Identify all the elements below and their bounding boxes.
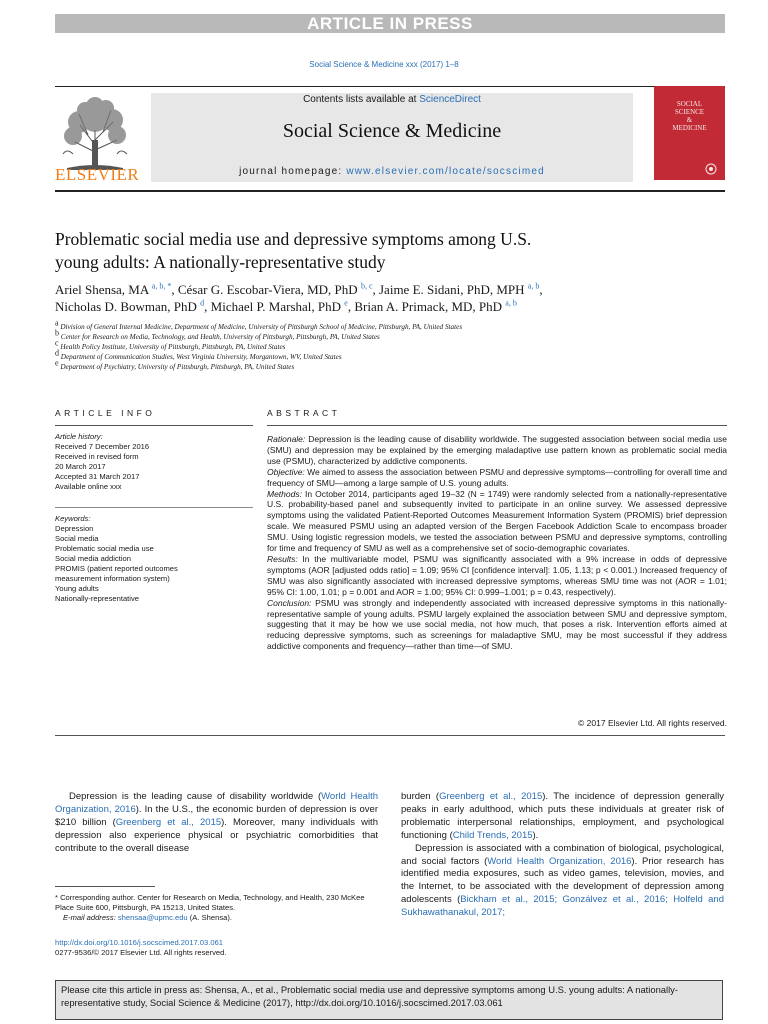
reference-link[interactable]: World Health Organization, 2016	[55, 791, 378, 815]
body-right-column	[401, 791, 724, 920]
author-name: Ariel Shensa, MA	[55, 282, 152, 297]
abstract-heading: ABSTRACT	[267, 408, 341, 418]
body-left-column	[55, 791, 378, 856]
cite-this-article-box: Please cite this article in press as: Shensa, A., et al., Problematic social media use and depressive symptoms among U.S. young adults: A nationally-representative study, Social Science & Medicine (2017), http://dx.doi.org/10.1016/j.socscimed.2017.03.061	[55, 980, 723, 1020]
keyword-item: Social media	[55, 534, 99, 543]
reference-link[interactable]: Bickham et al., 2015; Gonzálvez et al., 2016; Holfeld and Sukhawathanakul, 2017;	[401, 894, 724, 919]
header-bottom-rule	[55, 190, 725, 192]
affiliation-item: $^b$ Center for Research on Media, Technology, and Health, University of Pittsburgh, Pittsburgh, PA, United States	[55, 328, 380, 341]
keyword-item: Nationally-representative	[55, 594, 139, 603]
cover-seal-icon	[705, 163, 717, 175]
keyword-item: Social media addiction	[55, 554, 131, 563]
body-paragraph: Depression is associated with a combination of biological, psychological, and social factors (World Health Organization, 2016). Prior research has identified media exposures, such as video games, television, movies, and the Internet, to be associated with the development of depression among adolescents (Bickham et al., 2015; Gonzálvez et al., 2016; Holfeld and Sukhawathanakul, 2017;	[401, 842, 724, 919]
issn-line: 0277-9536/© 2017 Elsevier Ltd. All rights reserved.	[55, 948, 227, 957]
affiliation-list	[55, 318, 715, 372]
author-affiliation-marker[interactable]: a, b	[527, 281, 540, 291]
journal-citation-line[interactable]: Social Science & Medicine xxx (2017) 1–8	[309, 60, 459, 69]
keyword-item: Depression	[55, 524, 94, 533]
abstract-copyright: © 2017 Elsevier Ltd. All rights reserved.	[578, 718, 727, 728]
reference-link[interactable]: Greenberg et al., 2015	[439, 791, 543, 802]
author-name: Nicholas D. Bowman, PhD	[55, 299, 201, 314]
journal-title: Social Science & Medicine	[282, 120, 502, 142]
body-paragraph: Depression is the leading cause of disability worldwide (World Health Organization, 2016). In the U.S., the economic burden of depression is over $210 billion (Greenberg et al., 2015). Moreover, many individuals with depression also experience physical or psychiatric comorbidities that contribute to the overall disease	[55, 791, 378, 854]
abstract-conclusion: Conclusion: PSMU was strongly and independently associated with increased depressive symptoms in this nationally-representative sample of young adults. PSMU largely explained the association between SMU and depressive symptom, suggesting that it may be how we use social media, not how much, that poses a risk. Intervention efforts aimed at reducing depressive symptoms, such as screenings for maladaptive SMU, may be most successful if they address addictive components and frequency—rather than time—of SMU.	[267, 597, 727, 652]
affiliation-item: $^e$ Department of Psychiatry, University of Pittsburgh, Pittsburgh, PA, United States	[55, 358, 295, 371]
sciencedirect-link[interactable]: ScienceDirect	[419, 94, 481, 105]
abstract-bottom-rule	[55, 735, 725, 736]
author-name: Jaime E. Sidani, PhD, MPH	[379, 282, 528, 297]
reference-link[interactable]: Greenberg et al., 2015	[115, 816, 222, 828]
author-affiliation-marker[interactable]: a, b, *	[151, 281, 172, 291]
doi-link[interactable]: http://dx.doi.org/10.1016/j.socscimed.2017.03.061	[55, 938, 224, 947]
journal-homepage-line: journal homepage: www.elsevier.com/locate/socscimed	[239, 166, 545, 177]
author-affiliation-marker[interactable]: d	[200, 298, 205, 308]
abstract-text	[267, 434, 727, 652]
keyword-item: PROMIS (patient reported outcomes	[55, 564, 178, 573]
keywords-rule	[55, 507, 253, 508]
article-info-rule	[55, 425, 253, 426]
affiliation-item: $^d$ Department of Communication Studies, West Virginia University, Morgantown, WV, United States	[55, 348, 342, 361]
contents-line: Contents lists available at ScienceDirect	[303, 94, 481, 105]
elsevier-wordmark: ELSEVIER	[55, 165, 140, 184]
keyword-item: Problematic social media use	[55, 544, 154, 553]
author-affiliation-marker[interactable]: b, c	[360, 281, 373, 291]
author-list: Ariel Shensa, MA $^{a, b, *}$, César G. Escobar-Viera, MD, PhD $^{b, c}$, Jaime E. Sidani, PhD, MPH $^{a, b}$, Nicholas D. Bowman, PhD $^d$, Michael P. Marshal, PhD $^e$, Brian A. Primack, MD, PhD $^{a, b}$	[55, 281, 543, 314]
author-name: Michael P. Marshal, PhD	[210, 299, 345, 314]
author-email-link[interactable]: shensaa@upmc.edu	[117, 913, 188, 922]
body-paragraph: burden (Greenberg et al., 2015). The incidence of depression generally peaks in early adulthood, which puts these individuals at greater risk of problematic interpersonal relationships, employment, and psychological functioning (Child Trends, 2015).	[401, 791, 724, 841]
doi-block	[55, 938, 385, 958]
author-name: César G. Escobar-Viera, MD, PhD	[177, 282, 361, 297]
abstract-methods: Methods: In October 2014, participants aged 19–32 (N = 1749) were randomly selected from a nationally-representative U.S. probability-based panel and subsequently invited to participate in an online survey. We assessed depressive symptoms using the validated Patient-Reported Outcomes Measurement Information System (PROMIS) brief depression scale. We measured PSMU using an adapted version of the Bergen Facebook Addiction Scale to encompass broader SMU. Using logistic regression models, we tested the association between PSMU and depressive symptoms, controlling for time and frequency of SMU as well as a comprehensive set of socio-demographic covariates.	[267, 488, 727, 554]
article-in-press-banner: ARTICLE IN PRESS	[55, 14, 725, 33]
article-info-heading: ARTICLE INFO	[55, 408, 156, 418]
journal-homepage-link[interactable]: www.elsevier.com/locate/socscimed	[346, 166, 545, 177]
article-history: Article history: Received 7 December 2016 Received in revised form 20 March 2017 Accepted 31 March 2017 Available online xxx	[55, 432, 150, 491]
reference-link[interactable]: Child Trends, 2015	[452, 829, 533, 841]
author-affiliation-marker[interactable]: a, b	[505, 298, 517, 308]
reference-link[interactable]: World Health Organization, 2016	[487, 855, 632, 867]
author-name: Brian A. Primack, MD, PhD	[354, 299, 506, 314]
author-affiliation-marker[interactable]: e	[344, 298, 348, 308]
abstract-rationale: Rationale: Depression is the leading cause of disability worldwide. The suggested association between social media use (SMU) and depression may be explained by the emerging maladaptive use pattern known as problematic social media use (PSMU), characterized by addictive components.	[267, 434, 727, 466]
abstract-results: Results: In the multivariable model, PSMU was significantly associated with a 9% increase in odds of depressive symptoms (AOR [adjusted odds ratio] = 1.09; 95% CI [confidence interval]: 1.05, 1.13; p < 0.001.) Increased frequency of SMU was also significantly associated with increased depressive symptoms, whereas SMU time was not (AOR = 1.01; 95% CI: 1.00, 1.01; p = 0.001 and AOR = 1.00; 95% CI: 0.999–1.001; p = 0.43, respectively).	[267, 553, 727, 597]
corresponding-author-footnote: * Corresponding author. Center for Research on Media, Technology, and Health, 230 McKee Place Suite 600, Pittsburgh, PA 15213, United States. E-mail address: shensaa@upmc.edu (A. Shensa).	[55, 893, 365, 922]
article-title: Problematic social media use and depressive symptoms among U.S. young adults: A nationally-representative study	[55, 229, 532, 272]
abstract-objective: Objective: We aimed to assess the association between PSMU and depressive symptoms—controlling for overall time and frequency of SMU—among a large sample of U.S. young adults.	[267, 466, 728, 488]
affiliation-item: $^a$ Division of General Internal Medicine, Department of Medicine, University of Pittsburgh School of Medicine, Pittsburgh, PA, United States	[55, 318, 463, 331]
abstract-rule	[267, 425, 727, 426]
footnote-rule	[55, 886, 155, 887]
journal-cover-text: SOCIAL SCIENCE & MEDICINE	[672, 100, 707, 132]
header-top-rule	[55, 86, 725, 87]
keyword-item: measurement information system)	[55, 574, 170, 583]
keywords-list: Keywords: Depression Social media Problematic social media use Social media addiction PROMIS (patient reported outcomes measurement information system) Young adults Nationally-representative	[55, 514, 255, 604]
keyword-item: Young adults	[55, 584, 99, 593]
affiliation-item: $^c$ Health Policy Institute, University of Pittsburgh, Pittsburgh, PA, United States	[55, 338, 286, 351]
